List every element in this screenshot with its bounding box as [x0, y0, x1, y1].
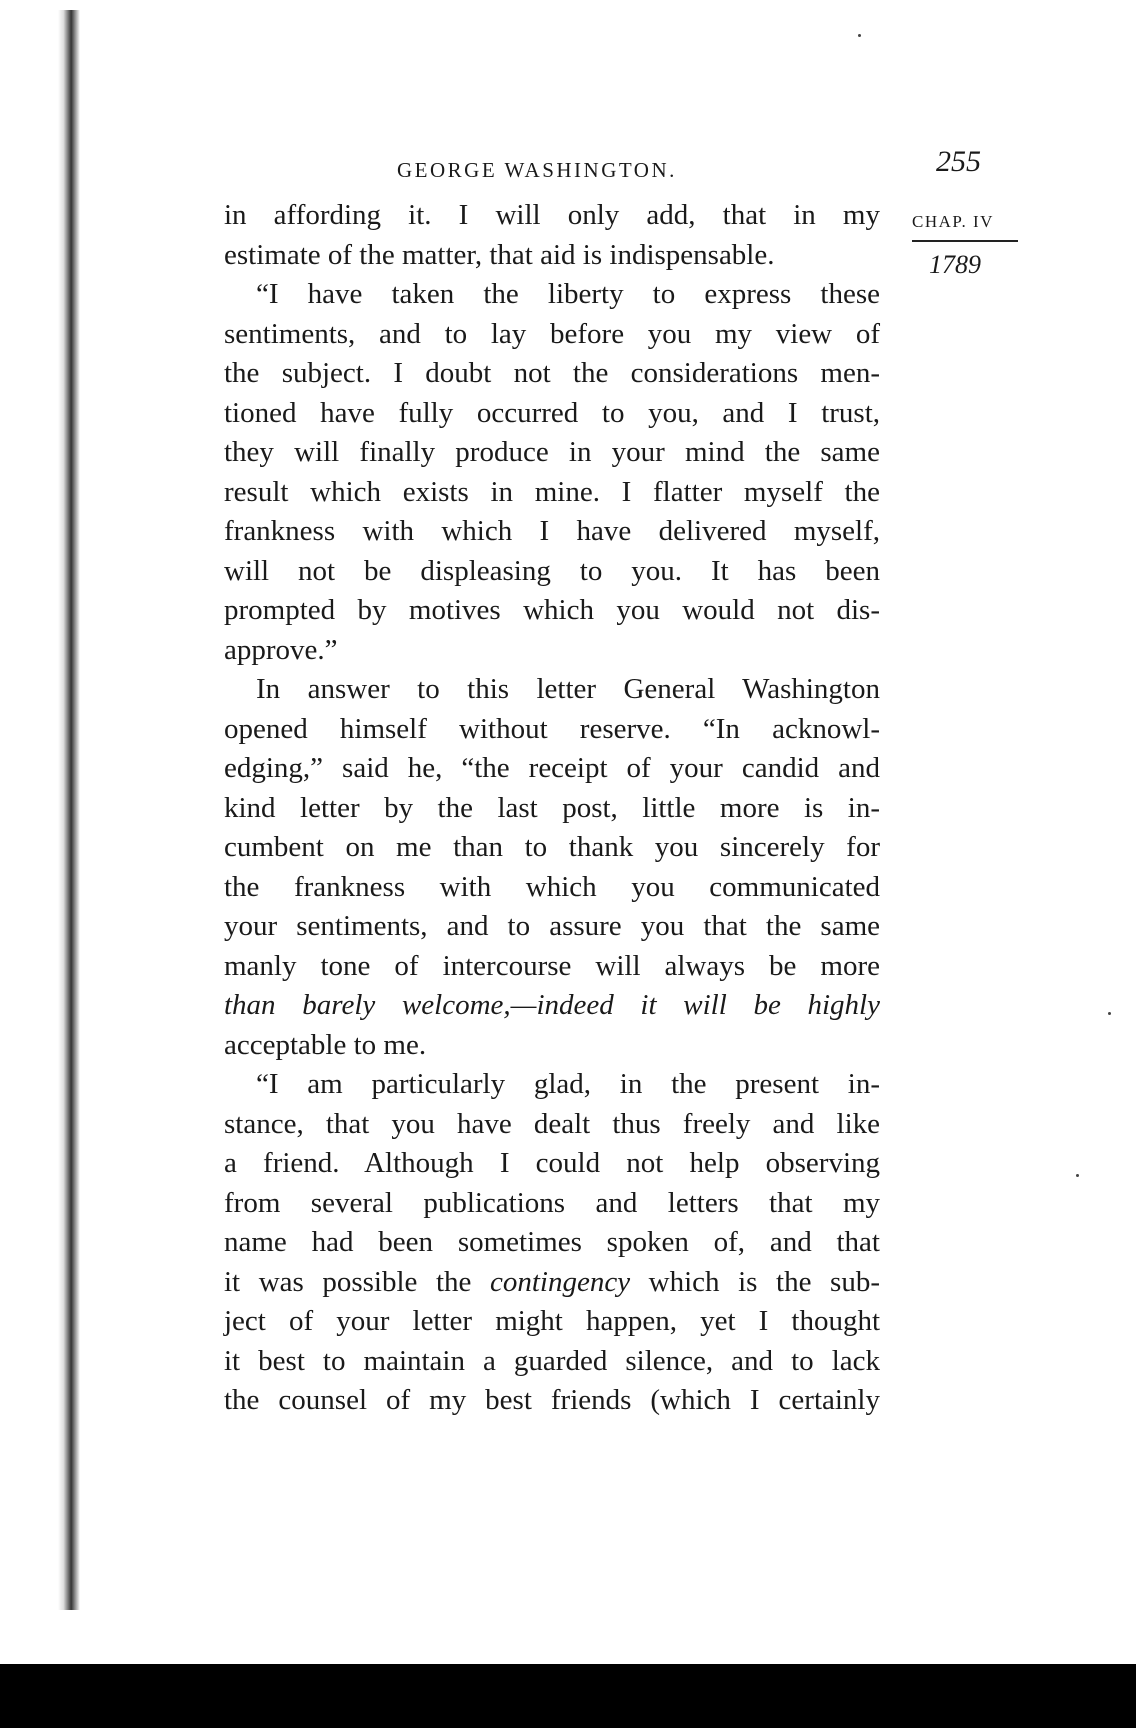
text-line-with-emphasis	[224, 1263, 880, 1303]
text-line: the counsel of my best friends (which I certainly	[224, 1384, 880, 1416]
page-number: 255	[936, 145, 981, 178]
text-line: edging,” said he, “the receipt of your candid and	[224, 752, 880, 784]
scan-speck	[858, 34, 861, 37]
text-line: will not be displeasing to you. It has been	[224, 554, 880, 587]
text-line: opened himself without reserve. “In acknowl-	[224, 712, 880, 745]
text-line: your sentiments, and to assure you that the same	[224, 910, 880, 942]
text-line: it best to maintain a guarded silence, and to lack	[224, 1344, 880, 1377]
text-line: approve.”	[224, 633, 338, 666]
text-line: frankness with which I have delivered myself,	[224, 515, 880, 547]
text-line: from several publications and letters that my	[224, 1186, 880, 1219]
text-line: result which exists in mine. I flatter myself the	[224, 475, 880, 508]
text-segment: it was possible the	[224, 1265, 490, 1298]
running-head-title: GEORGE WASHINGTON.	[397, 158, 677, 182]
text-line: cumbent on me than to thank you sincerely for	[224, 831, 880, 863]
text-line: they will finally produce in your mind the same	[224, 436, 880, 468]
text-line: stance, that you have dealt thus freely and like	[224, 1107, 880, 1140]
scan-bottom-border	[0, 1664, 1136, 1728]
text-line: ject of your letter might happen, yet I thought	[224, 1305, 880, 1337]
page-gutter-shadow	[58, 10, 80, 1610]
text-line: prompted by motives which you would not dis-	[224, 594, 880, 626]
margin-year: 1789	[929, 250, 981, 279]
text-line: “I have taken the liberty to express these	[256, 278, 880, 310]
text-line: sentiments, and to lay before you my view of	[224, 317, 880, 350]
text-line: estimate of the matter, that aid is indispensable.	[224, 238, 775, 271]
text-line: manly tone of intercourse will always be more	[224, 949, 880, 982]
scan-speck	[1076, 1174, 1079, 1177]
text-line: in affording it. I will only add, that in my	[224, 199, 880, 231]
text-line-italic: than barely welcome,—indeed it will be highly	[224, 989, 880, 1021]
emphasized-word: contingency	[490, 1265, 631, 1298]
text-line: the subject. I doubt not the considerations men-	[224, 357, 880, 389]
text-line: name had been sometimes spoken of, and that	[224, 1226, 880, 1258]
text-line: kind letter by the last post, little more is in-	[224, 791, 880, 824]
text-line: In answer to this letter General Washington	[256, 673, 880, 705]
text-line: “I am particularly glad, in the present in-	[256, 1068, 880, 1100]
text-line: acceptable to me.	[224, 1028, 427, 1061]
scan-speck	[1108, 1012, 1111, 1015]
text-line: a friend. Although I could not help observing	[224, 1147, 880, 1179]
text-line: tioned have fully occurred to you, and I trust,	[224, 396, 880, 429]
text-segment: which is the sub-	[630, 1265, 880, 1298]
margin-divider	[912, 240, 1018, 242]
body-text	[224, 196, 880, 1421]
text-line: the frankness with which you communicated	[224, 870, 880, 903]
margin-chapter-label: CHAP. IV	[912, 212, 994, 231]
